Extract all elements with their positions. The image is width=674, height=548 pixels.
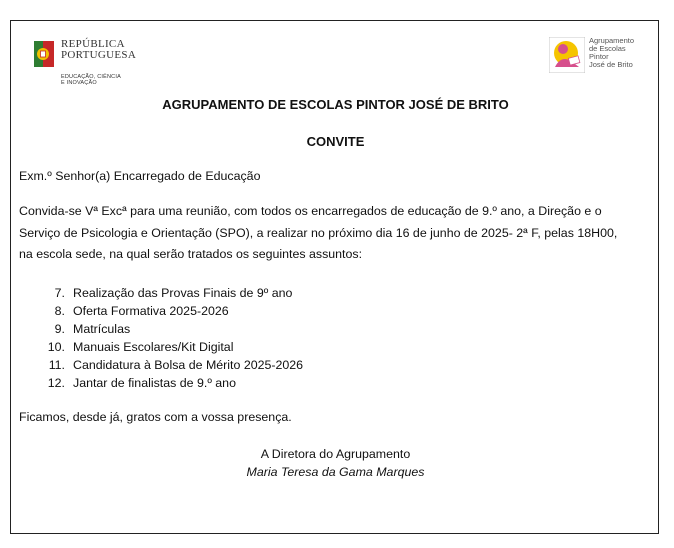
rp-line1: REPÚBLICA xyxy=(61,38,125,50)
agenda-item xyxy=(39,284,303,302)
agrupamento-emblem-icon xyxy=(549,37,585,73)
agenda-text: Jantar de finalistas de 9.º ano xyxy=(73,376,236,390)
rp-sub2: E INOVAÇÃO xyxy=(61,80,97,86)
agenda-number: 7. xyxy=(54,286,65,300)
agenda-text: Manuais Escolares/Kit Digital xyxy=(73,340,234,354)
agenda-list xyxy=(39,284,303,392)
agenda-text: Candidatura à Bolsa de Mérito 2025-2026 xyxy=(73,358,304,372)
agenda-text: Oferta Formativa 2025-2026 xyxy=(73,304,229,318)
agenda-item xyxy=(39,356,303,374)
ag-line3: Pintor xyxy=(589,52,609,61)
signature-name: Maria Teresa da Gama Marques xyxy=(246,465,425,479)
agenda-number: 11. xyxy=(48,358,65,372)
ag-line4: José de Brito xyxy=(589,60,633,69)
invitation-body xyxy=(19,201,659,266)
rp-line2: PORTUGUESA xyxy=(61,49,137,61)
agenda-text: Matrículas xyxy=(73,322,131,336)
invitation-document xyxy=(10,20,659,534)
rp-sub1: EDUCAÇÃO, CIÊNCIA xyxy=(61,74,121,80)
portugal-emblem-icon xyxy=(34,39,56,69)
agrupamento-logo xyxy=(549,35,649,77)
closing-line: Ficamos, desde já, gratos com a vossa presença. xyxy=(19,410,292,424)
agenda-number: 8. xyxy=(54,304,65,318)
agenda-item xyxy=(39,320,303,338)
agenda-number: 9. xyxy=(54,322,65,336)
signature-role: A Diretora do Agrupamento xyxy=(260,447,411,461)
agenda-item xyxy=(39,338,303,356)
body-line: Convida-se Vª Excª para uma reunião, com todos os encarregados de educação de 9.º ano, a Direção e o xyxy=(19,204,602,218)
school-title: AGRUPAMENTO DE ESCOLAS PINTOR JOSÉ DE BRITO xyxy=(162,97,509,112)
salutation: Exm.º Senhor(a) Encarregado de Educação xyxy=(19,169,261,183)
body-line: Serviço de Psicologia e Orientação (SPO), a realizar no próximo dia 16 de junho de 2025- 2ª F, pelas 18H00, xyxy=(19,225,618,240)
ag-line2: de Escolas xyxy=(589,44,626,53)
body-line: na escola sede, na qual serão tratados os seguintes assuntos: xyxy=(19,247,363,261)
agenda-item xyxy=(39,374,303,392)
document-title: CONVITE xyxy=(306,134,365,149)
republica-portuguesa-logo xyxy=(34,37,154,93)
agenda-number: 12. xyxy=(47,376,65,390)
agenda-number: 10. xyxy=(47,340,65,354)
agenda-text: Realização das Provas Finais de 9º ano xyxy=(73,286,293,300)
ag-line1: Agrupamento xyxy=(589,36,635,45)
agenda-item xyxy=(39,302,303,320)
